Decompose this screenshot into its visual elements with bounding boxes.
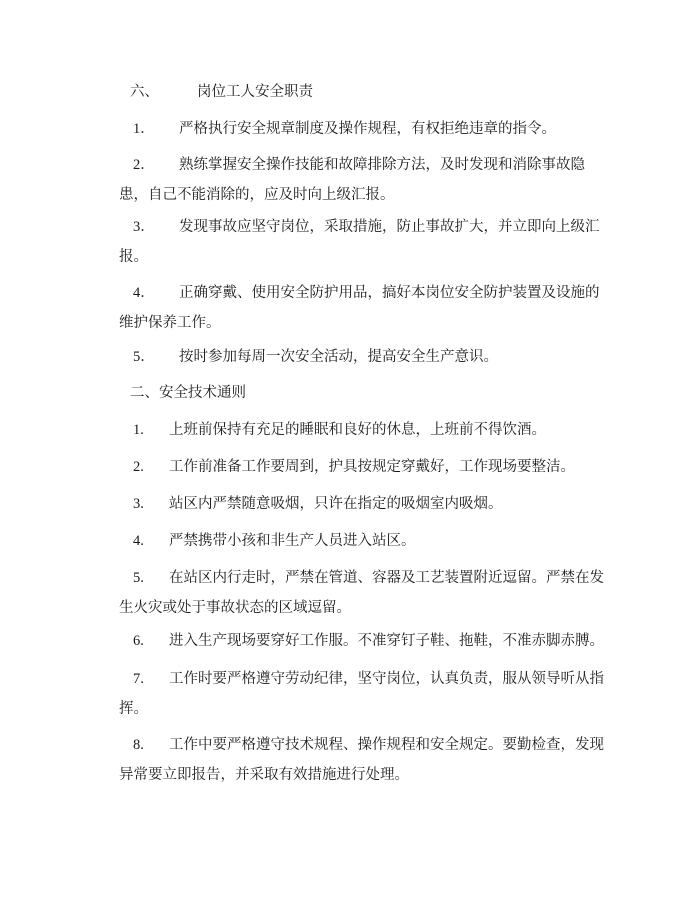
item-number: 6. xyxy=(133,633,144,649)
list-item xyxy=(119,150,609,210)
item-number: 1． xyxy=(133,121,155,137)
item-number: 2． xyxy=(133,157,155,173)
list-item xyxy=(119,730,609,790)
list-item xyxy=(119,114,609,144)
item-number: 5. xyxy=(133,570,144,586)
item-text: 上班前保持有充足的睡眠和良好的休息，上班前不得饮酒。 xyxy=(169,422,546,438)
list-item xyxy=(119,415,609,445)
item-text: 严禁携带小孩和非生产人员进入站区。 xyxy=(169,533,416,549)
item-number: 7. xyxy=(133,671,144,687)
section-number: 六、 xyxy=(130,84,159,100)
list-item xyxy=(119,563,609,623)
item-number: 4． xyxy=(133,285,155,301)
item-text: 工作前准备工作要周到，护具按规定穿戴好，工作现场要整洁。 xyxy=(169,459,575,475)
item-text: 在站区内行走时，严禁在管道、容器及工艺装置附近逗留。严禁在发生火灾或处于事故状态的区域逗留。 xyxy=(119,570,604,616)
item-text: 工作中要严格遵守技术规程、操作规程和安全规定。要勤检查，发现异常要立即报告，并采取有效措施进行处理。 xyxy=(119,737,604,783)
item-text: 严格执行安全规章制度及操作规程，有权拒绝违章的指令。 xyxy=(179,121,556,137)
section-title: 二、安全技术通则 xyxy=(130,385,246,401)
item-text: 站区内严禁随意吸烟，只许在指定的吸烟室内吸烟。 xyxy=(169,496,503,512)
item-text: 按时参加每周一次安全活动，提高安全生产意识。 xyxy=(179,349,498,365)
list-item xyxy=(119,278,609,338)
list-item xyxy=(119,526,609,556)
list-item xyxy=(119,664,609,724)
list-item xyxy=(119,489,609,519)
item-text: 正确穿戴、使用安全防护用品，搞好本岗位安全防护装置及设施的维护保养工作。 xyxy=(119,285,600,331)
section-heading-six xyxy=(130,82,313,102)
item-text: 工作时要严格遵守劳动纪律，坚守岗位，认真负责，服从领导听从指挥。 xyxy=(119,671,604,717)
item-number: 4. xyxy=(133,533,144,549)
list-item xyxy=(119,452,609,482)
item-number: 2. xyxy=(133,459,144,475)
item-number: 8. xyxy=(133,737,144,753)
item-number: 5． xyxy=(133,349,155,365)
item-number: 3. xyxy=(133,496,144,512)
item-number: 1. xyxy=(133,422,144,438)
list-item xyxy=(119,212,609,272)
item-number: 3． xyxy=(133,219,155,235)
section-title: 岗位工人安全职责 xyxy=(197,84,313,100)
section-heading-two xyxy=(130,383,246,403)
item-text: 发现事故应坚守岗位，采取措施，防止事故扩大，并立即向上级汇报。 xyxy=(119,219,600,265)
item-text: 进入生产现场要穿好工作服。不准穿钉子鞋、拖鞋，不准赤脚赤膊。 xyxy=(169,633,604,649)
list-item xyxy=(119,342,609,372)
list-item xyxy=(119,626,609,656)
item-text: 熟练掌握安全操作技能和故障排除方法，及时发现和消除事故隐患，自己不能消除的，应及时向上级汇报。 xyxy=(119,157,585,203)
